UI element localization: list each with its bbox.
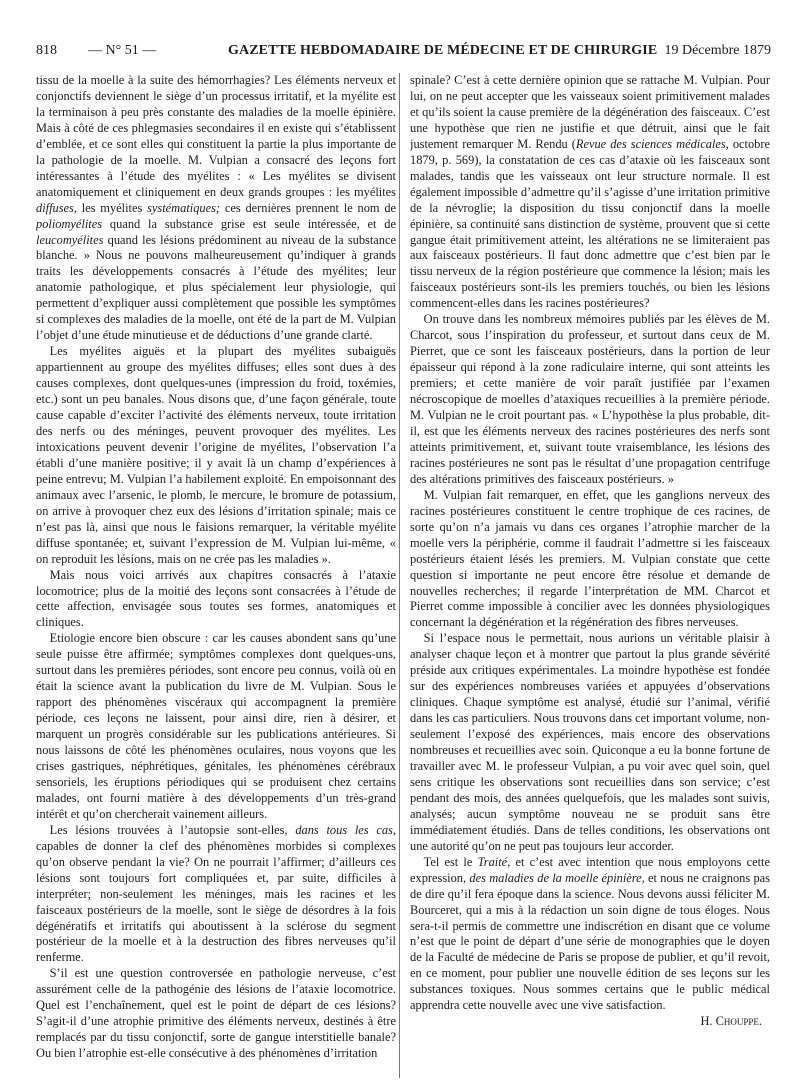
right-column: [410, 73, 770, 1083]
text-run: ces dernières prennent le nom de: [220, 200, 396, 215]
text-run: Tel est le: [423, 854, 478, 869]
text-run: Si l’espace nous le permettait, nous aurions un véritable plaisir à analyser chaque leçon et à montrer que partout la plus grande sévérité préside aux critiques expérimentales. La moindre hypothèse est fondée sur des expériences nombreuses variées et appuyées d’observations cliniques. Chaque symptôme est analysé, étudié sur l’animal, vérifié dans les cas particuliers. Nous trouvons dans cet important volume, non-seulement l’exposé des expériences, mais encore des observations nombreuses et recueillies avec soin. Quiconque a eu la bonne fortune de travailler avec M. le professeur Vulpian, a pu voir avec quel soin, quel sens critique les observations sont recueillies dans son service; c’est pendant des mois, des années quelquefois, que les malades sont suivis, analysés; aucun symptôme nouveau ne se produit sans être immédiatement étudiés. Dans de telles conditions, les observations ont une autorité qu’on ne peut pas toujours leur accorder.: [410, 631, 770, 853]
column-divider: [399, 73, 400, 1078]
paragraph: [36, 966, 396, 1062]
paragraph: [36, 568, 396, 632]
paragraph: [410, 855, 770, 1015]
text-run: Mais nous voici arrivés aux chapitres consacrés à l’ataxie locomotrice; plus de la moitié des leçons sont consacrées à l’étude de cette affection, envisagée sous toutes ses formes, anatomiques et cliniques.: [36, 567, 396, 630]
text-run: , et c’est avec intention que nous employons cette expression,: [410, 854, 770, 885]
text-run: quand la substance grise est seule intéressée, et de: [102, 216, 396, 231]
paragraph: [410, 312, 770, 487]
paragraph: [36, 73, 396, 344]
italic-text: Traité: [477, 854, 508, 869]
italic-text: dans tous les cas: [295, 822, 393, 837]
text-run: Les lésions trouvées à l’autopsie sont-elles,: [49, 822, 296, 837]
text-run: tissu de la moelle à la suite des hémorrhagies? Les éléments nerveux et conjonctifs deviennent le siège d’un processus irritatif, et la myélite est la terminaison à peu près constante des maladies de la moelle épinière. Mais à côté de ces phlegmasies secondaires il en existe qui s’établissent d’emblée, et ce sont elles qui constituent la partie la plus importante de la pathologie de la moelle. M. Vulpian a consacré des leçons fort intéressantes à l’étude des myélites : « Les myélites se divisent anatomiquement et cliniquement en deux grands groupes : les myélites: [36, 73, 396, 199]
text-run: On trouve dans les nombreux mémoires publiés par les élèves de M. Charcot, sous l’inspiration du professeur, et surtout dans ceux de M. Pierret, que ce sont les faisceaux postérieurs, dans la portion de leur épaisseur qui répond à la zone radiculaire interne, qui sont atteints les premiers; et cette manière de voir paraît justifiée par l’examen nécroscopique de moelles d’ataxiques recueillies à la première période. M. Vulpian ne le croit pourtant pas. « L’hypothèse la plus probable, dit-il, est que les éléments nerveux des racines postérieures des nerfs sont atteints primitivement, et, suivant toute vraisemblance, les lésions des racines postérieures ne sont pas le résultat d’une propagation centrifuge des altérations primitives des faisceaux postérieurs. »: [410, 312, 770, 486]
paragraph: [36, 823, 396, 967]
left-column: [36, 73, 396, 1083]
text-run: Les myélites aiguës et la plupart des myélites subaiguës appartiennent au groupe des myélites diffuses; elles sont dues à des causes complexes, dont quelques-unes (impression du froid, toxémies, etc.) sont un peu banales. Nous disons que, d’une façon générale, toute cause capable d’exciter l’activité des éléments nerveux, toute irritation des nerfs ou des méninges, peuvent provoquer des myélites. Les intoxications peuvent devenir l’origine de myélites, l’observation l’a établi d’une manière positive; il y avait là un champ d’expériences à peine entrevu; M. Vulpian l’a habilement exploité. En empoisonnant des animaux avec l’arsenic, le plomb, le mercure, le bromure de potassium, on arrive à provoquer chez eux des lésions d’irritation spinale; mais ce n’est pas là, ainsi que nous le faisions remarquer, la véritable myélite diffuse spontanée; et, suivant l’expression de M. Vulpian lui-même, « on reproduit les lésions, mais on ne crée pas les maladies ».: [36, 344, 396, 566]
paragraph: [410, 631, 770, 854]
italic-text: des maladies de la moelle épinière: [469, 870, 642, 885]
text-run: quand les lésions prédominent au niveau de la substance blanche. » Nous ne pouvons malheureusement qu’indiquer à grands traits les développements consacrés à l’étude des myélites; leur anatomie pathologique, et plus spécialement leur physiologie, qui permettent d’expliquer aussi complètement que possible les symptômes si complexes des maladies de la moelle, ont été de la part de M. Vulpian l’objet d’une étude minutieuse et de déductions d’une grande clarté.: [36, 232, 396, 343]
text-run: spinale? C’est à cette dernière opinion que se rattache M. Vulpian. Pour lui, on ne peut accepter que les vaisseaux soient primitivement malades et qu’ils soient la cause première de la dégénération des faisceaux. C’est une hypothèse que rien ne justifie et que détruit, ainsi que le fait justement remarquer M. Rendu (: [410, 73, 770, 151]
journal-title: GAZETTE HEBDOMADAIRE DE MÉDECINE ET DE CHIRURGIE: [228, 43, 658, 58]
author-signature: H. Chouppe.: [700, 1014, 762, 1029]
text-run: M. Vulpian fait remarquer, en effet, que les ganglions nerveux des racines postérieures constituent le centre trophique de ces racines, de sorte qu’on n’a jamais vu dans ces organes l’atrophie marcher de la moelle vers la périphérie, comme il faudrait l’admettre si les faisceaux postérieurs étaient lésés les premiers. M. Vulpian constate que cette question si importante ne peut encore être résolue et demande de nouvelles recherches; il regarde l’interprétation de MM. Charcot et Pierret comme impossible à concilier avec les données physiologiques concernant la dégénération et la régénération des fibres nerveuses.: [410, 487, 770, 630]
italic-text: diffuses: [36, 200, 74, 215]
text-run: , octobre 1879, p. 569), la constatation de ces cas d’ataxie où les faisceaux sont malades, tandis que les vaisseaux ont leur structure normale. Il est également impossible d’admettre qu’il s’agisse d’une irritation primitive de la névroglie; la disposition du tissu conjonctif dans la moelle épinière, sa continuité sans distinction de système, prouvent que si cette gangue était primitivement atteint, les altérations ne se limiteraient pas aux faisceaux postérieurs. Il faut donc admettre que c’est bien par le tissu nerveux de la région postérieure que commence la lésion; mais les faisceaux postérieurs sont-ils les premiers touchés, ou bien les lésions commencent-elles dans les racines postérieures?: [410, 136, 770, 311]
text-run: , et nous ne craignons pas de dire qu’il fera époque dans la science. Nous devons aussi féliciter M. Bourceret, qui a mis à la rédaction un soin digne de tous éloges. Nous sera-t-il permis de commettre une indiscrétion en disant que ce volume n’est que le point de départ d’une série de monographies que le doyen de la Faculté de médecine de Paris se propose de publier, et qu’il revoit, en ce moment, pour publier une nouvelle édition de ses leçons sur les substances toxiques. Nous sommes certains que le public médical apprendra cette nouvelle avec une vive satisfaction.: [410, 870, 770, 1013]
italic-text: systématiques;: [147, 200, 221, 215]
text-run: Etiologie encore bien obscure : car les causes abondent sans qu’une seule puisse être affirmée; symptômes complexes dont quelques-uns, surtout dans les premières périodes, sont encore peu connus, voilà où en était la science avant la publication du livre de M. Vulpian. Sous le rapport des phénomènes viscéraux qui accompagnent la première période, ces leçons ne laissent, pour ainsi dire, rien à désirer, et marquent un progrès considérable sur les publications antérieures. Si nous laissons de côté les phénomènes oculaires, nous voyons que les crises gastriques, néphrétiques, génitales, les phénomènes cérébraux sensoriels, les éruptions périodiques qui se produisent chez certains malades, ont fourni matière à des développements d’un très-grand intérêt et qu’on chercherait vainement ailleurs.: [36, 631, 396, 821]
paragraph: [36, 344, 396, 567]
paragraph: [36, 631, 396, 822]
paragraph: [410, 73, 770, 312]
page-number: 818: [36, 43, 57, 58]
italic-text: poliomyélites: [36, 216, 103, 231]
italic-text: leucomyélites: [36, 232, 104, 247]
issue-date: 19 Décembre 1879: [664, 43, 771, 58]
issue-number: — N° 51 —: [88, 43, 157, 58]
text-run: , les myélites: [73, 200, 148, 215]
text-run: S’il est une question controversée en pathologie nerveuse, c’est assurément celle de la pathogénie des lésions de l’ataxie locomotrice. Quel est l’enchaînement, quel est le point de départ de ces lésions? S’agit-il d’une atrophie primitive des éléments nerveux, destinés à être remplacés par du tissu conjonctif, sorte de gangue interstitielle banale? Ou bien l’atrophie est-elle consécutive à des phénomènes d’irritation: [36, 966, 396, 1061]
italic-text: Revue des sciences médicales: [575, 136, 726, 151]
text-run: , capables de donner la clef des phénomènes morbides si complexes qu’on observe pendant la vie? On ne pourrait l’affirmer; d’ailleurs ces lésions sont toujours fort compliquées et, par suite, difficiles à interpréter; non-seulement les méninges, mais les racines et les faisceaux postérieurs de la moelle, sont le siège de désordres à la fois dégénératifs et irritatifs qui aboutissent à la sclérose du segment postérieur de la moelle et à la destruction des fibres nerveuses qu’il renferme.: [36, 822, 396, 965]
paragraph: [410, 488, 770, 632]
page-header: [36, 40, 771, 62]
